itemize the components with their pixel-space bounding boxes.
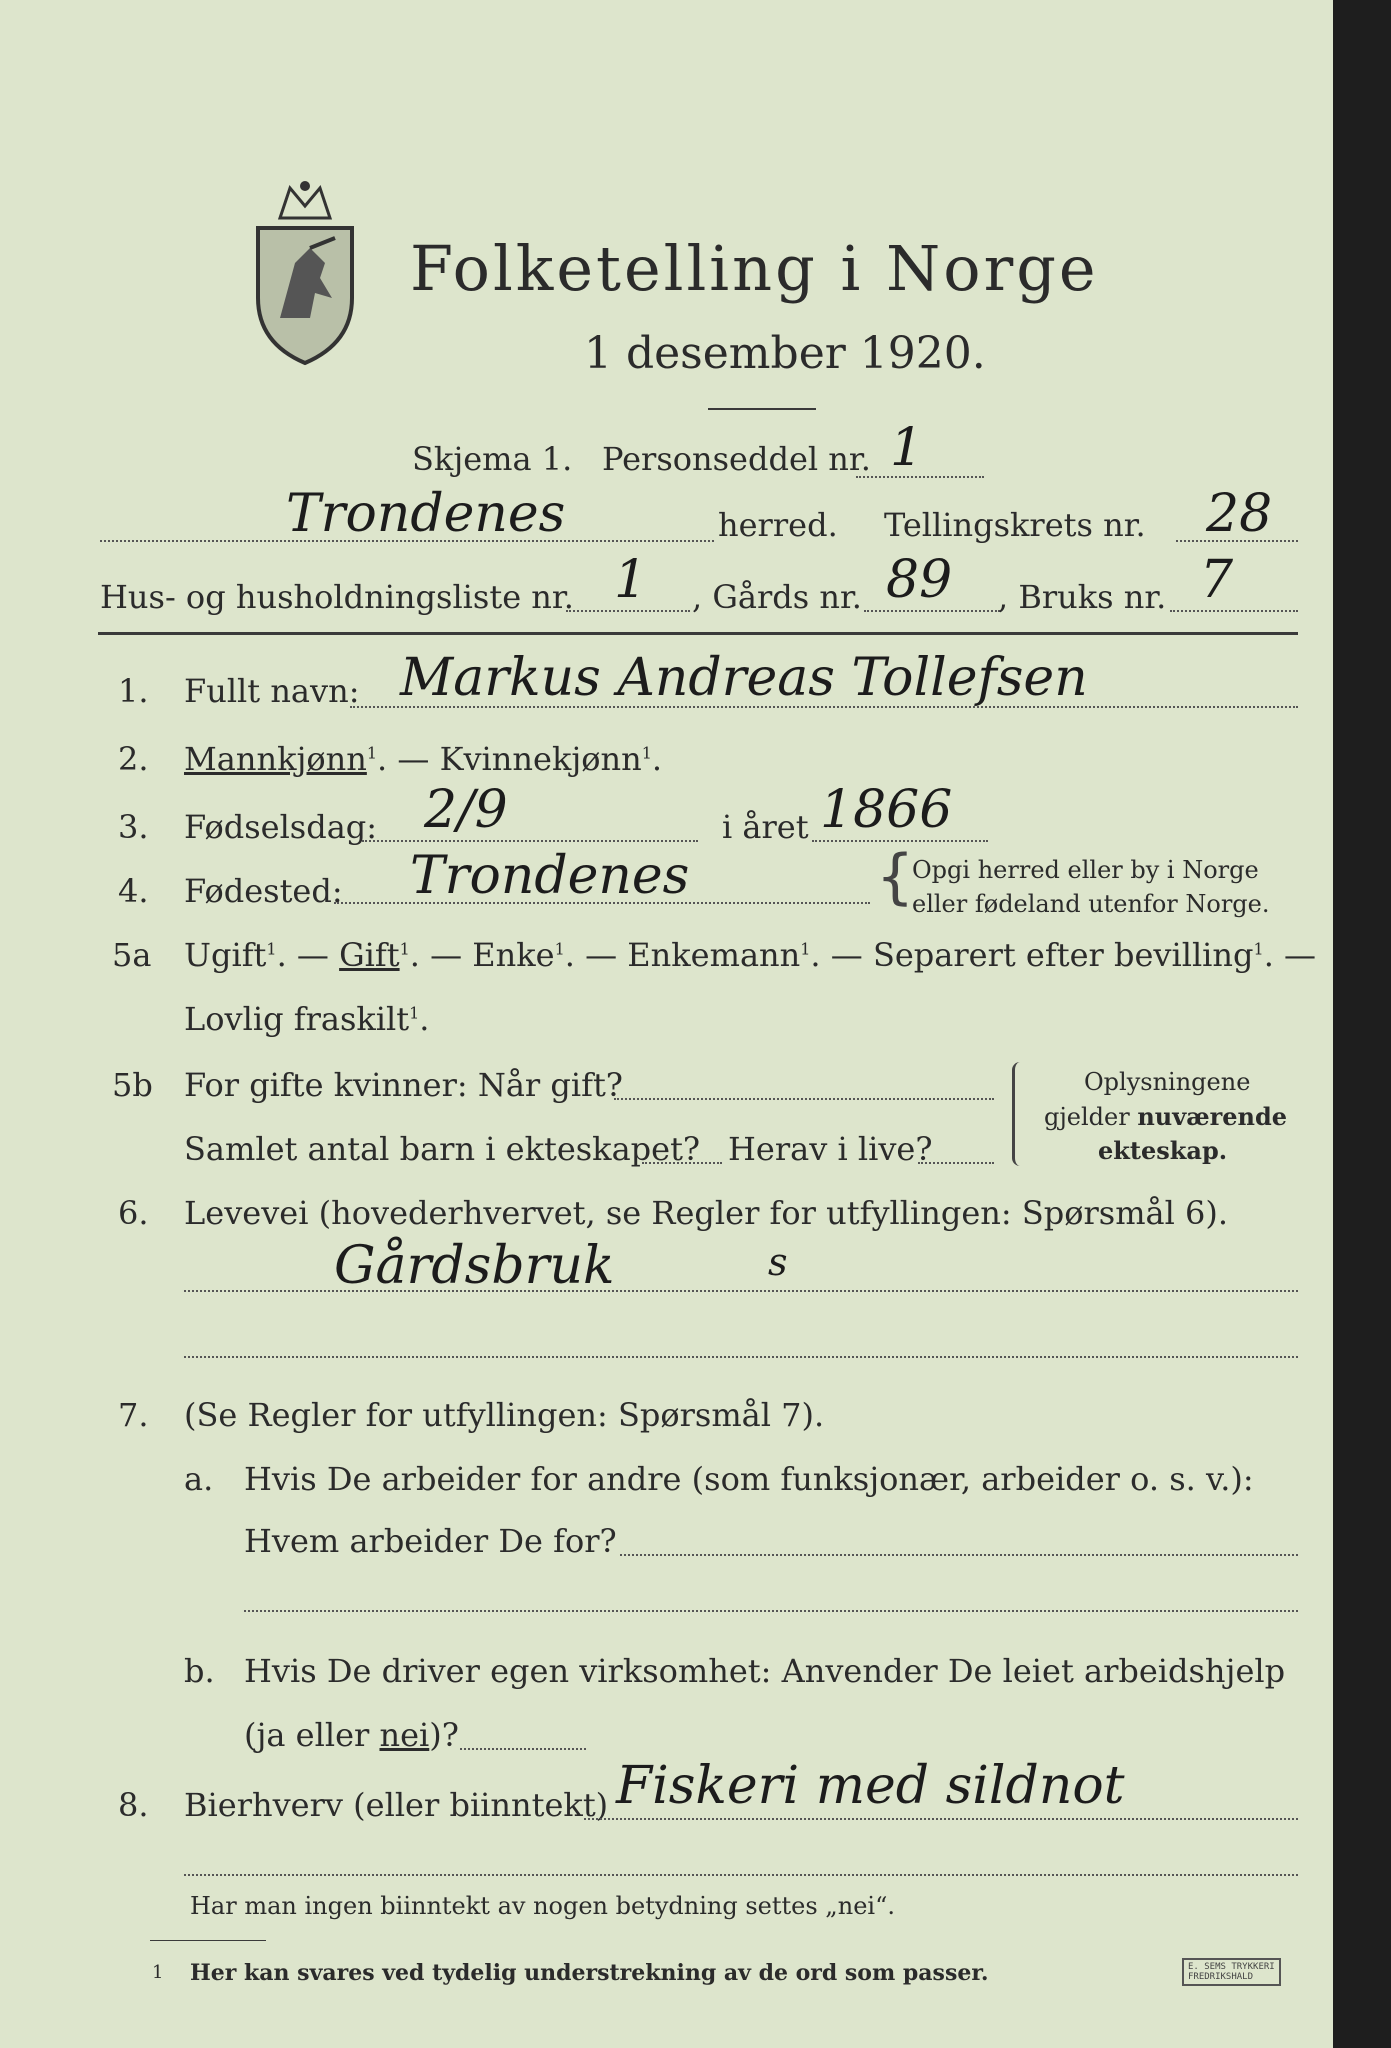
mannkjonn-option[interactable]: Mannkjønn — [184, 740, 367, 778]
bracket — [1012, 1062, 1025, 1166]
gender-end: . — [651, 740, 663, 778]
stamp-line-2: FREDRIKSHALD — [1188, 1972, 1254, 1982]
q5b-alive-label: Herav i live? — [728, 1130, 933, 1168]
tellingskrets-label: Tellingskrets nr. — [884, 506, 1146, 544]
q5b-note-2a: gjelder — [1044, 1103, 1138, 1131]
footnote-mark: 1 — [800, 939, 811, 959]
separert-option[interactable]: Separert efter bevilling — [872, 936, 1254, 974]
q7-label: (Se Regler for utfyllingen: Spørsmål 7). — [184, 1396, 825, 1434]
q1-number: 1. — [118, 672, 149, 710]
married-when-line — [614, 1098, 994, 1100]
enkemann-option[interactable]: Enkemann — [627, 936, 801, 974]
occupation-mark: s — [768, 1240, 788, 1284]
q7b-question-pre: (ja eller — [244, 1716, 380, 1754]
gender-options[interactable] — [184, 740, 662, 778]
footnote-mark: 1 — [366, 743, 378, 763]
gards-line — [864, 610, 1000, 612]
q3-label: Fødselsdag: — [184, 808, 378, 846]
q5a-number: 5a — [112, 936, 152, 974]
footnote-rule — [150, 1940, 266, 1941]
q5b-note-2 — [1044, 1102, 1287, 1131]
q5b-note-1: Oplysningene — [1084, 1068, 1251, 1096]
herred-value[interactable]: Trondenes — [286, 484, 566, 544]
q6-label: Levevei (hovederhvervet, se Regler for utfyllingen: Spørsmål 6). — [184, 1194, 1229, 1232]
scan-edge — [1333, 0, 1391, 2048]
nei-note: Har man ingen biinntekt av nogen betydning settes „nei“. — [190, 1892, 895, 1920]
q7b-question[interactable] — [244, 1716, 459, 1754]
occupation-line-2 — [184, 1356, 1298, 1358]
birthplace-value[interactable]: Trondenes — [410, 846, 690, 906]
enke-option[interactable]: Enke — [472, 936, 555, 974]
fraskilt-row[interactable]: Lovlig fraskilt$^1$. — [184, 1000, 430, 1038]
ugift-option[interactable]: Ugift — [184, 936, 267, 974]
q5b-note-2b: nuværende — [1137, 1102, 1288, 1131]
gards-label: , Gårds nr. — [692, 578, 862, 616]
q7a-question: Hvem arbeider De for? — [244, 1522, 617, 1560]
q1-label: Fullt navn: — [184, 672, 360, 710]
fraskilt-option[interactable]: Lovlig fraskilt — [184, 1000, 410, 1038]
title-divider — [708, 408, 816, 410]
q4-number: 4. — [118, 872, 149, 910]
birth-year-value[interactable]: 1866 — [820, 780, 953, 840]
husliste-value[interactable]: 1 — [614, 550, 648, 610]
secondary-income-line-2 — [184, 1874, 1298, 1876]
personseddel-label: Personseddel nr. — [602, 440, 871, 478]
q7a-letter: a. — [184, 1460, 214, 1498]
occupation-value[interactable]: Gårdsbruk — [334, 1236, 615, 1296]
q7b-text: Hvis De driver egen virksomhet: Anvender De leiet arbeidshjelp — [244, 1652, 1286, 1690]
q7-number: 7. — [118, 1396, 149, 1434]
q4-label: Fødested: — [184, 872, 343, 910]
brace-icon: { — [876, 842, 915, 912]
form-date: 1 desember 1920. — [584, 328, 986, 379]
employer-line-2 — [244, 1610, 1298, 1612]
bruks-label: , Bruks nr. — [998, 578, 1167, 616]
q7a-text: Hvis De arbeider for andre (som funksjonær, arbeider o. s. v.): — [244, 1460, 1254, 1498]
footnote-number: 1 — [152, 1962, 164, 1983]
secondary-income-line — [584, 1818, 1298, 1820]
gender-separator: . — — [377, 740, 440, 778]
footnote-mark: 1 — [554, 939, 565, 959]
birthplace-note-1: Opgi herred eller by i Norge — [912, 856, 1259, 884]
footnote-mark: 1 — [399, 939, 410, 959]
husliste-line — [566, 610, 690, 612]
alive-line — [918, 1162, 994, 1164]
marital-options[interactable]: Ugift$^1$. — Gift$^1$. — Enke$^1$. — Enkemann$^1$. — Separert efter bevilling$^1$. — — [184, 936, 1317, 974]
hired-help-line — [460, 1748, 586, 1750]
footnote-mark: 1 — [1253, 939, 1264, 959]
footnote-mark: 1 — [266, 939, 277, 959]
year-label: i året — [722, 808, 809, 846]
skjema-label: Skjema 1. — [412, 440, 573, 478]
q2-number: 2. — [118, 740, 149, 778]
bruks-value[interactable]: 7 — [1200, 550, 1234, 610]
q5b-children-label: Samlet antal barn i ekteskapet? — [184, 1130, 701, 1168]
husliste-label: Hus- og husholdningsliste nr. — [100, 578, 574, 616]
footnote-mark: 1 — [641, 743, 652, 763]
occupation-line-1 — [184, 1290, 1298, 1292]
herred-label: herred. — [718, 506, 838, 544]
children-line — [642, 1162, 722, 1164]
q8-number: 8. — [118, 1786, 149, 1824]
personseddel-value[interactable]: 1 — [890, 418, 924, 478]
stamp-line-1: E. SEMS TRYKKERI — [1188, 1962, 1275, 1972]
birthplace-note-2: eller fødeland utenfor Norge. — [912, 890, 1270, 918]
q5b-married-when-label: For gifte kvinner: Når gift? — [184, 1066, 623, 1104]
employer-line-1 — [620, 1554, 1298, 1556]
birthday-line — [362, 840, 698, 842]
bruks-line — [1170, 610, 1298, 612]
gift-option[interactable]: Gift — [339, 936, 400, 974]
footnote-text: Her kan svares ved tydelig understrekning av de ord som passer. — [190, 1960, 989, 1986]
q8-label: Bierhverv (eller biinntekt) — [184, 1786, 609, 1824]
q5b-note-3: ekteskap. — [1098, 1136, 1228, 1165]
birthday-value[interactable]: 2/9 — [424, 780, 508, 840]
q7b-question-post: )? — [429, 1716, 459, 1754]
norway-coat-of-arms-icon — [250, 178, 360, 368]
printer-stamp — [1182, 1958, 1281, 1986]
secondary-income-value[interactable]: Fiskeri med sildnot — [616, 1756, 1125, 1816]
kvinnekjonn-option[interactable]: Kvinnekjønn — [439, 740, 642, 778]
footnote-mark: 1 — [409, 1003, 420, 1023]
header-rule — [98, 632, 1298, 635]
q3-number: 3. — [118, 808, 149, 846]
q7b-letter: b. — [184, 1652, 215, 1690]
q6-number: 6. — [118, 1194, 149, 1232]
tellingskrets-value[interactable]: 28 — [1206, 484, 1273, 544]
full-name-value[interactable]: Markus Andreas Tollefsen — [400, 648, 1088, 708]
gards-value[interactable]: 89 — [886, 550, 953, 610]
form-title: Folketelling i Norge — [410, 232, 1099, 305]
nei-option[interactable]: nei — [379, 1716, 430, 1754]
q5b-number: 5b — [112, 1066, 153, 1104]
